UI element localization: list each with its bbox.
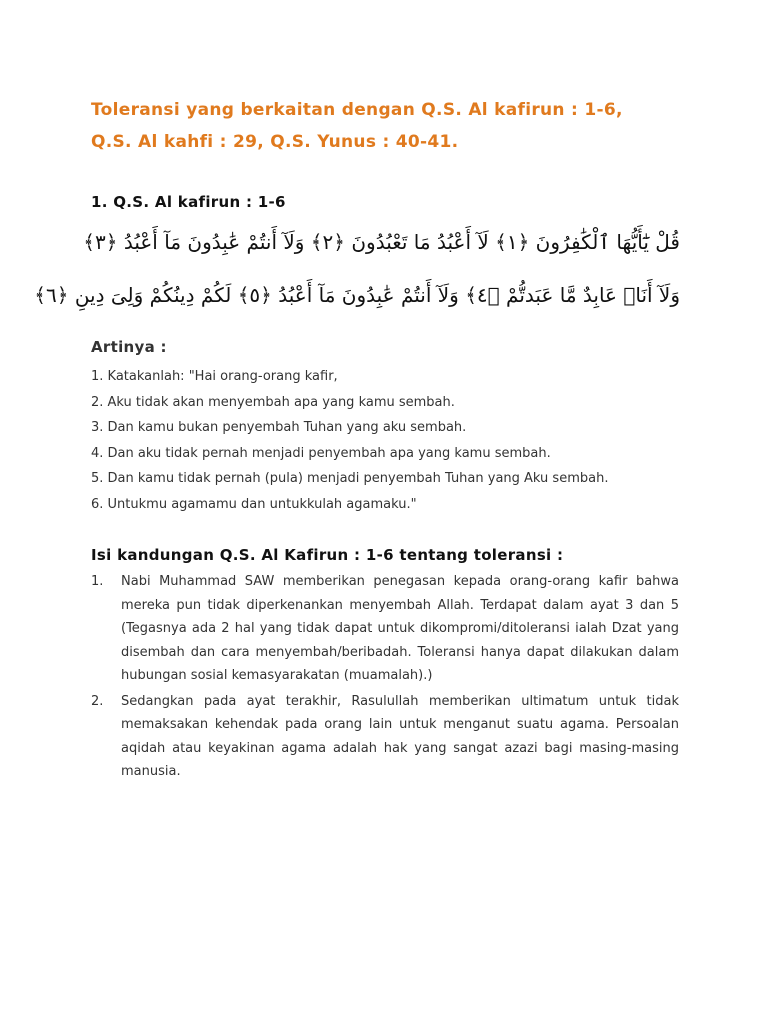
translation-item: 4. Dan aku tidak pernah menjadi penyembah apa yang kamu sembah.: [91, 445, 551, 461]
content-list: [91, 570, 679, 786]
content-item-text: Sedangkan pada ayat terakhir, Rasulullah memberikan ultimatum untuk tidak memaksakan kehendak pada orang lain untuk menganut suatu agama. Persoalan aqidah atau keyakinan agama adalah hak yang sangat azazi bagi masing-masing manusia.: [121, 693, 679, 779]
translation-label: Artinya :: [91, 338, 167, 356]
content-item: [91, 690, 679, 784]
arabic-verse-line-2: وَلَآ أَنَا۠ عَابِدٌ مَّا عَبَدتُّمْ ﴿٤﴾ وَلَآ أَنتُمْ عَٰبِدُونَ مَآ أَعْبُدُ ﴿٥﴾ لَكُمْ دِينُكُمْ وَلِىَ دِينِ ﴿٦﴾: [34, 283, 680, 307]
translation-item: 5. Dan kamu tidak pernah (pula) menjadi penyembah Tuhan yang Aku sembah.: [91, 471, 609, 486]
arabic-verse-line-1: قُلْ يَٰٓأَيُّهَا ٱلْكَٰفِرُونَ ﴿١﴾ لَآ أَعْبُدُ مَا تَعْبُدُونَ ﴿٢﴾ وَلَآ أَنتُمْ عَٰبِدُونَ مَآ أَعْبُدُ ﴿٣﴾: [83, 230, 680, 254]
translation-list: [91, 364, 608, 517]
translation-item: 1. Katakanlah: "Hai orang-orang kafir,: [91, 369, 338, 384]
document-title: [91, 94, 691, 158]
translation-item: 6. Untukmu agamamu dan untukkulah agamaku.": [91, 496, 417, 512]
translation-item: 2. Aku tidak akan menyembah apa yang kamu sembah.: [91, 394, 455, 410]
content-item-number: 1.: [91, 574, 104, 589]
section-heading-al-kafirun: 1. Q.S. Al kafirun : 1-6: [91, 193, 286, 211]
content-item-number: 2.: [91, 693, 104, 709]
content-item-text: Nabi Muhammad SAW memberikan penegasan kepada orang-orang kafir bahwa mereka pun tidak diperkenankan menyembah Allah. Terdapat dalam ayat 3 dan 5 (Tegasnya ada 2 hal yang tidak dapat untuk dikompromi/ditoleransi ialah Dzat yang disembah dan cara menyembah/beribadah. Toleransi hanya dapat dilakukan dalam hubungan sosial kemasyarakatan (muamalah).): [121, 574, 679, 683]
content-item: [91, 570, 679, 688]
section-heading-isi-kandungan: Isi kandungan Q.S. Al Kafirun : 1-6 tentang toleransi :: [91, 546, 564, 564]
translation-item: 3. Dan kamu bukan penyembah Tuhan yang aku sembah.: [91, 420, 467, 435]
title-line-1: Toleransi yang berkaitan dengan Q.S. Al kafirun : 1-6,: [91, 100, 623, 120]
title-line-2: Q.S. Al kahfi : 29, Q.S. Yunus : 40-41.: [91, 132, 459, 152]
